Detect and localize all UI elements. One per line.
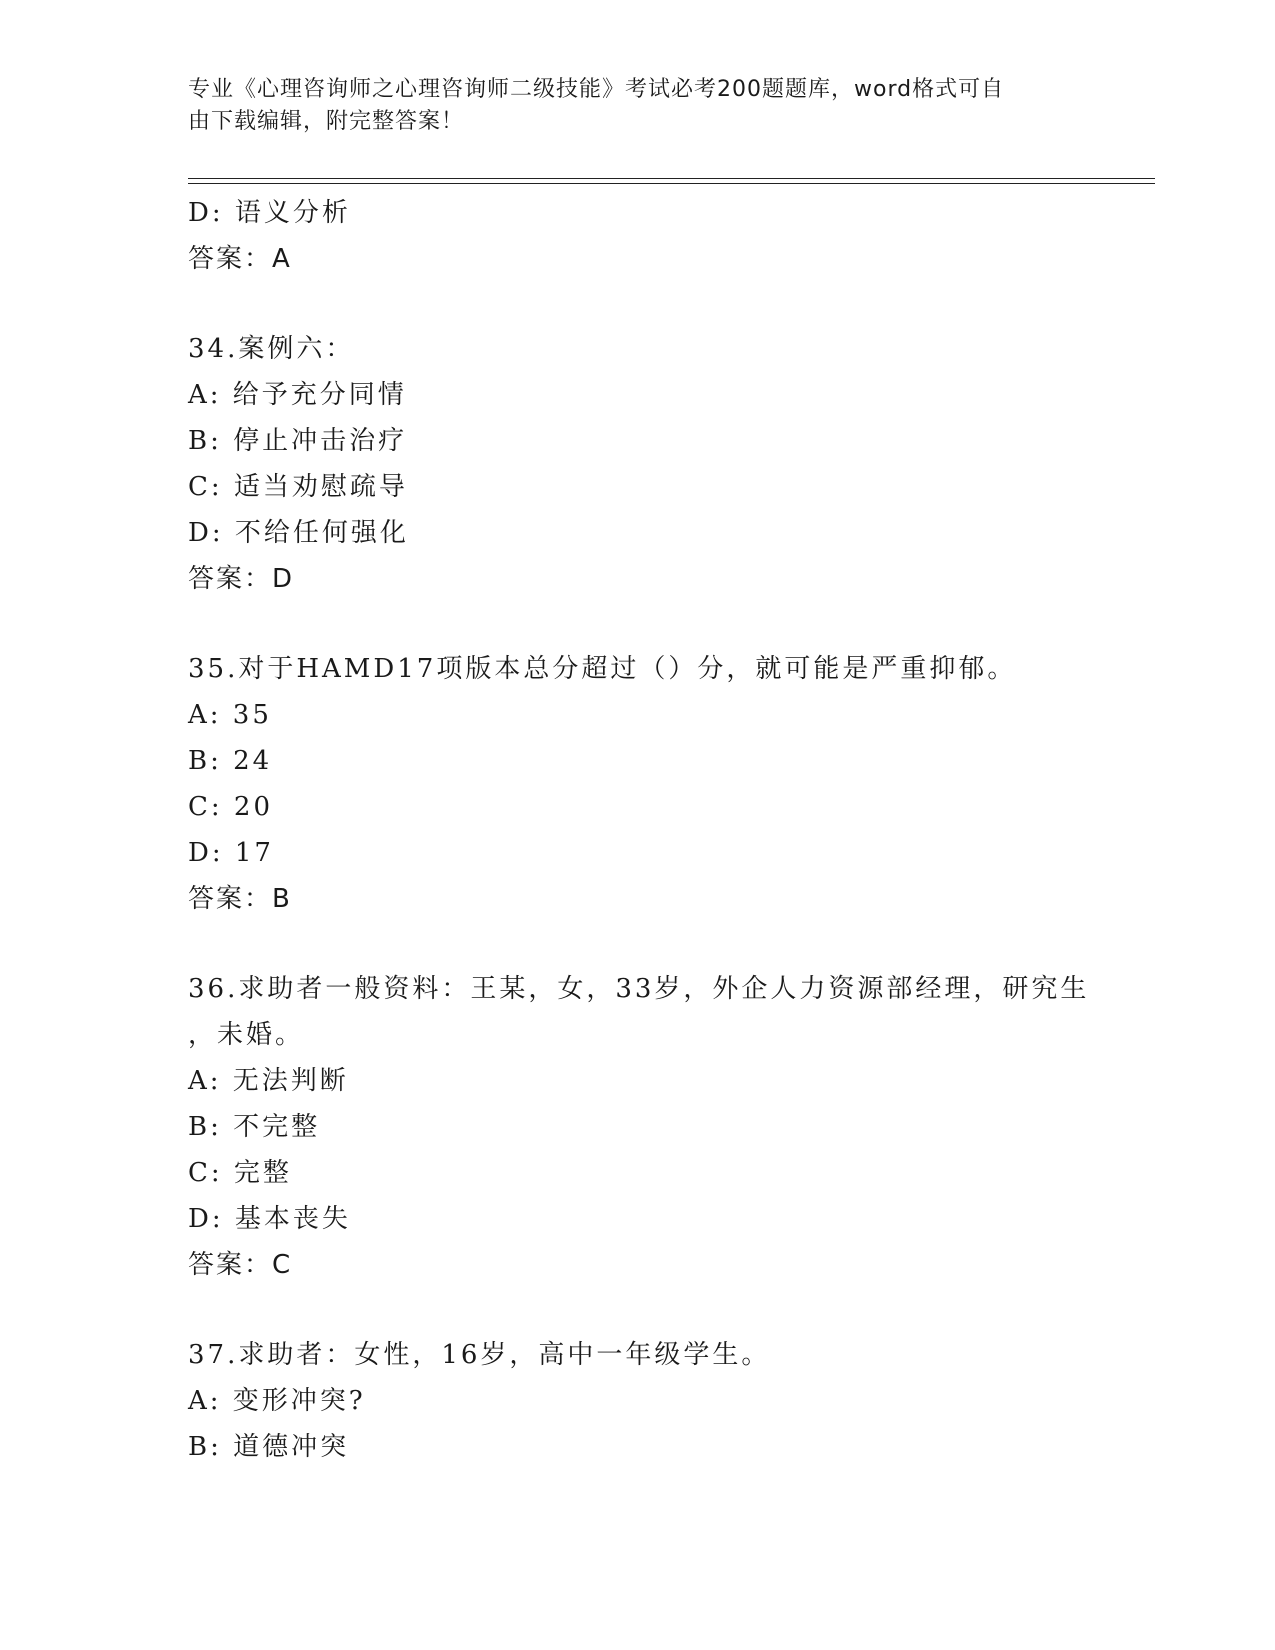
question-stem: 37.求助者：女性，16岁，高中一年级学生。: [188, 1340, 771, 1370]
header-rule-bottom: [188, 183, 1155, 184]
prev-option-d: D: 语义分析: [188, 198, 351, 228]
option-b: B: 道德冲突: [188, 1432, 350, 1462]
option-a: A: 给予充分同情: [188, 380, 407, 410]
spacer: [188, 922, 1088, 966]
spacer: [188, 1288, 1088, 1332]
question-stem: 35.对于HAMD17项版本总分超过（）分，就可能是严重抑郁。: [188, 654, 1017, 684]
spacer: [188, 282, 1088, 326]
header-line-2: 由下载编辑，附完整答案！: [188, 109, 465, 134]
document-header: [188, 74, 1068, 138]
option-d: D: 基本丧失: [188, 1204, 351, 1234]
question-stem: 34.案例六：: [188, 334, 355, 364]
spacer: [188, 602, 1088, 646]
option-c: C: 适当劝慰疏导: [188, 472, 408, 502]
option-d: D: 17: [188, 838, 274, 868]
question-stem: 36.求助者一般资料：王某，女，33岁，外企人力资源部经理，研究生: [188, 974, 1090, 1004]
option-b: B: 24: [188, 746, 273, 776]
option-a: A: 无法判断: [188, 1066, 349, 1096]
option-b: B: 停止冲击治疗: [188, 426, 408, 456]
question-stem-continuation: ，未婚。: [188, 1020, 305, 1050]
prev-answer: 答案：A: [188, 244, 292, 274]
header-rule-top: [188, 178, 1155, 179]
option-c: C: 20: [188, 792, 274, 822]
answer: 答案：D: [188, 564, 295, 594]
option-a: A: 35: [188, 700, 272, 730]
option-d: D: 不给任何强化: [188, 518, 409, 548]
option-a: A: 变形冲突?: [188, 1386, 366, 1416]
answer: 答案：B: [188, 884, 292, 914]
header-line-1: 专业《心理咨询师之心理咨询师二级技能》考试必考200题题库，word格式可自: [188, 77, 1005, 102]
option-c: C: 完整: [188, 1158, 292, 1188]
question-list: [188, 190, 1088, 1470]
option-b: B: 不完整: [188, 1112, 321, 1142]
answer: 答案：C: [188, 1250, 293, 1280]
